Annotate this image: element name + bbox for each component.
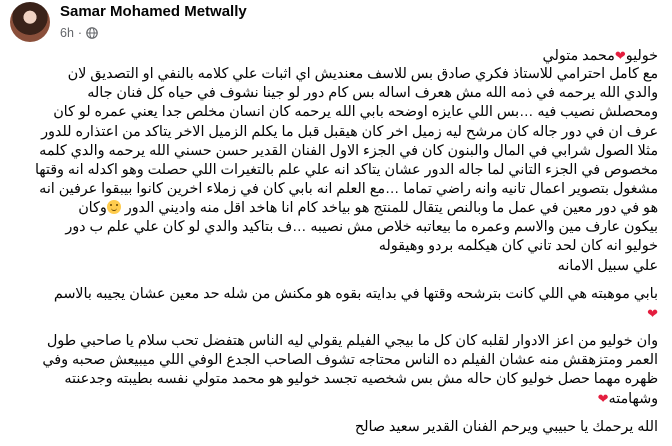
post-text-line [18, 84, 658, 103]
post-text-line [18, 161, 658, 180]
line-text: خوليو [625, 48, 658, 64]
red-heart-icon: ❤ [597, 391, 609, 407]
post-text-line [18, 46, 658, 65]
post-text-line [18, 332, 658, 351]
post-text-line [18, 304, 658, 323]
post-text-line [18, 103, 658, 122]
line-text: بابي موهبته هي اللي كانت بترشحه وقتها في بدايته بقوه هو مكنش من شله حد معين عشان يجيبه بالاسم [53, 285, 658, 302]
post-text-line [18, 351, 658, 370]
line-text: مشغول بتصوير اعمال تانيه وانه راضي تماما …مع العلم انه بابي كان في زملاء اخرين كانوا بيبقوا عرفين انه [39, 180, 658, 197]
red-heart-icon: ❤ [614, 48, 626, 63]
author-name[interactable]: Samar Mohamed Metwally [60, 3, 247, 20]
paragraph-gap [18, 323, 658, 332]
post-time[interactable]: 6h [60, 26, 74, 40]
paragraph-gap [18, 276, 658, 285]
post-text-line [18, 285, 658, 304]
line-text: والدي الله يرحمه في ذمه الله مش هعرف اساله بس كام دور لو جينا نشوف في حياه كل فنان جاله [87, 85, 658, 102]
line-text: وشهامته [608, 391, 658, 408]
line-text: هو في دور معين في عمل ما وبالنص يتقال للمنتج هو بياخد كام انا هاخد اقل منه واديني الدور [124, 200, 658, 217]
line-text: مخصوص في الجزء التاني لما جاله الدور عشان يتاكد انه علي علم بالتغيرات اللي حصلت وهو اكدله انه وقتها [34, 161, 658, 178]
line-text: علي سبيل الامانه [557, 257, 658, 274]
post-text-line [18, 218, 658, 237]
line-text: مثلا الصول شرابي في المال والبنون كان في الجزء الاول الفنان القدير حسن حسني الله يرحمه والدي كلمه [39, 142, 658, 159]
post-text-line [18, 180, 658, 199]
line-trail-text: محمد متولي [542, 48, 615, 64]
line-text: ومحصلش نصيب فيه …بس اللي عايزه اوضحه بابي الله يرحمه كان انسان مخلص جدا يعني عمره لو كان [53, 104, 658, 121]
line-text: بيكون عارف مين والاسم وعمره ما بيعاتبه خلاص مش نصيبه …ف بتاكيد والدي لو كان علي علم ب دور [65, 219, 658, 236]
post-text-line [18, 237, 658, 256]
line-text: مع كامل احترامي للاستاذ فكري صادق بس للاسف معنديش اي اثبات علي كلامه بالنفي او التصديق لان [67, 66, 658, 83]
red-heart-icon: ❤ [647, 305, 658, 321]
paragraph-gap [18, 409, 658, 418]
line-trail-text: وكان [78, 200, 107, 217]
avatar[interactable] [10, 2, 50, 42]
line-text: ظهره مهما حصل خوليو كان حاله مش بس شخصيه تجسد خوليو هو محمد متولي نفسه بطيبته وجدعنته [64, 371, 658, 388]
smiling-face-icon [107, 200, 121, 214]
globe-icon[interactable] [86, 27, 98, 39]
post-text-line [18, 199, 658, 218]
meta-separator: · [77, 26, 83, 40]
line-text: عرف ان في دور جاله كان مرشح ليه زميل اخر كان هيقبل قبل ما يكلم الزميل الاخر يتاكد من اعتذاره للدور [41, 123, 658, 140]
post-meta [60, 26, 98, 40]
post-text-line [18, 370, 658, 389]
post-text-line [18, 65, 658, 84]
line-text: وان خوليو من اعز الادوار لقلبه كان كل ما بيجي الفيلم يقولي ليه الناس هتفضل تحب سلام يا صاحبي طول [46, 332, 658, 349]
post-text-line [18, 418, 658, 437]
post-text [18, 46, 658, 437]
line-text: الله يرحمك يا حبيبي ويرحم الفنان القدير سعيد صالح [354, 418, 658, 435]
post-text-line [18, 123, 658, 142]
post-text-line [18, 257, 658, 276]
line-text: العمر ومتزهقش منه عشان الفيلم ده الناس محتاجه تشوف الصاحب الجدع الوفي اللي ميبيعش صحبه وفي [42, 352, 658, 369]
post-text-line [18, 389, 658, 408]
line-text: خوليو انه كان لحد تاني كان هيكلمه بردو وهيقوله [378, 238, 658, 255]
post-text-line [18, 142, 658, 161]
